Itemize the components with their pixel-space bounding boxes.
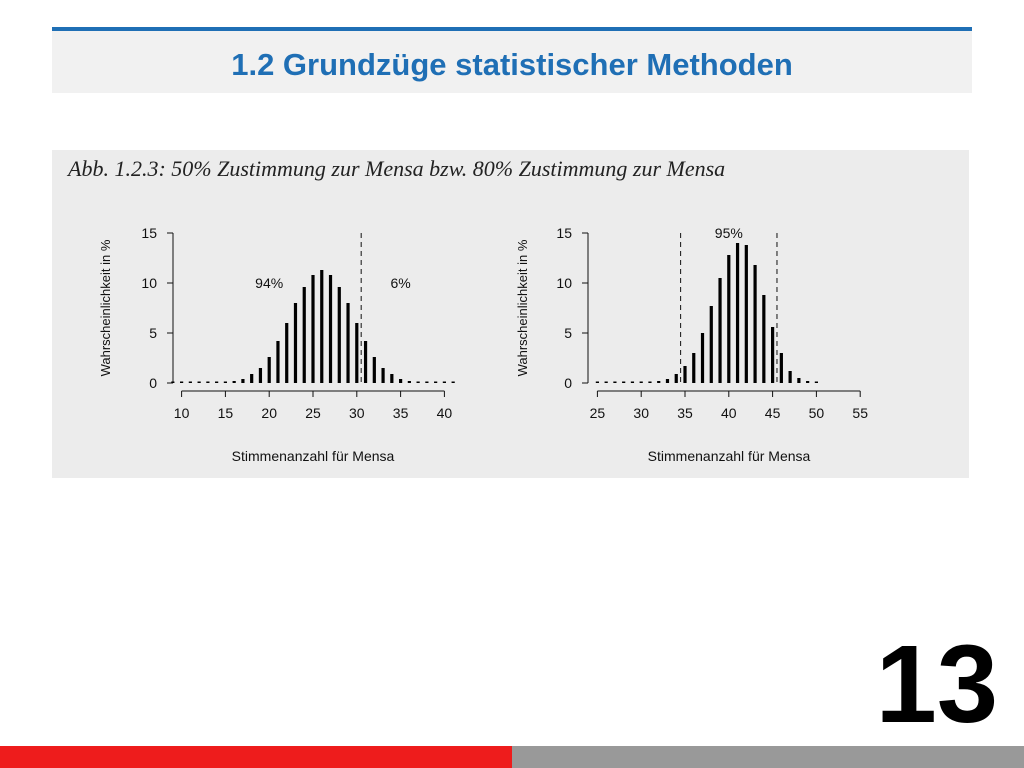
chart1-x-tick-label: 15 [217, 405, 234, 421]
chart2-bar [613, 382, 616, 384]
chart2-bar [701, 333, 704, 383]
binomial-charts [52, 150, 969, 478]
chart1-x-tick-label: 40 [436, 405, 453, 421]
chart1-x-tick-label: 25 [305, 405, 321, 421]
chart1-bar [233, 381, 236, 383]
chart1-bar [259, 368, 262, 383]
chart2-x-axis-label: Stimmenanzahl für Mensa [647, 448, 811, 464]
footer-bar-gray [512, 746, 1024, 768]
chart1-bar [189, 382, 192, 384]
chart2-bar [815, 382, 818, 384]
chart2-bar [692, 353, 695, 383]
chart1-x-tick-label: 10 [173, 405, 190, 421]
chart1-y-tick-label: 15 [141, 225, 157, 241]
chart2-bar [771, 327, 774, 383]
figure-caption: Abb. 1.2.3: 50% Zustimmung zur Mensa bzw. 80% Zustimmung zur Mensa [68, 156, 726, 181]
chart2-x-tick-label: 25 [589, 405, 606, 421]
chart2-bar [666, 379, 669, 383]
chart2-x-tick-label: 30 [633, 405, 649, 421]
chart1-bar [373, 357, 376, 383]
chart2-x-tick-label: 55 [852, 405, 868, 421]
chart1-bar [434, 382, 437, 384]
chart2-y-tick-label: 10 [556, 275, 572, 291]
slide-header [52, 27, 972, 93]
chart1-bar [311, 275, 314, 383]
chart1-y-tick-label: 0 [149, 375, 157, 391]
chart1-bar [338, 287, 341, 383]
chart1-bar [399, 379, 402, 383]
chart1-bar [329, 275, 332, 383]
chart1-annotation: 94% [255, 275, 284, 291]
chart2-x-tick-label: 50 [808, 405, 825, 421]
chart2-bar [780, 353, 783, 383]
figure-panel [52, 150, 969, 478]
chart1-bar [268, 357, 271, 383]
chart2-x-tick-label: 35 [677, 405, 693, 421]
chart2-bar [727, 255, 730, 383]
chart1-bar [364, 341, 367, 383]
chart1-bar [452, 382, 455, 384]
chart1-bar [443, 382, 446, 384]
chart2-y-tick-label: 15 [556, 225, 572, 241]
chart2-bar [745, 245, 748, 383]
chart1-bar [250, 374, 253, 383]
chart1-x-tick-label: 35 [392, 405, 409, 421]
chart1-bar [171, 382, 174, 384]
chart2-bar [683, 366, 686, 383]
chart2-x-tick-label: 40 [721, 405, 737, 421]
chart2-bar [762, 295, 765, 383]
chart2-bar [736, 243, 739, 383]
chart1-bar [294, 303, 297, 383]
chart2-y-tick-label: 5 [564, 325, 572, 341]
slide-number: 13 [875, 623, 998, 746]
chart2-x-tick-label: 45 [764, 405, 781, 421]
chart2-bar [640, 382, 643, 384]
chart1-x-axis-label: Stimmenanzahl für Mensa [231, 448, 395, 464]
chart2-annotation: 95% [714, 225, 743, 241]
chart2-bar [789, 371, 792, 383]
chart1-bar [224, 382, 227, 384]
chart2-bar [797, 378, 800, 383]
chart2-y-tick-label: 0 [564, 375, 572, 391]
slide-title: 1.2 Grundzüge statistischer Methoden [231, 47, 793, 82]
chart1-bar [408, 381, 411, 383]
chart1-bar [355, 323, 358, 383]
chart2-bar [605, 382, 608, 384]
chart1-x-tick-label: 20 [261, 405, 277, 421]
chart1-bar [215, 382, 218, 384]
chart2-bar [648, 382, 651, 384]
chart1-bar [320, 270, 323, 383]
chart2-bar [710, 306, 713, 383]
chart1-bar [425, 382, 428, 384]
chart1-bar [390, 374, 393, 383]
chart2-bar [622, 382, 625, 384]
chart1-bar [303, 287, 306, 383]
chart1-bar [241, 379, 244, 383]
chart1-bar [381, 368, 384, 383]
chart1-bar [276, 341, 279, 383]
chart2-bar [657, 381, 660, 383]
chart1-bar [346, 303, 349, 383]
chart1-bar [180, 382, 183, 384]
chart1-bar [198, 382, 201, 384]
footer-bar-red [0, 746, 512, 768]
chart2-bar [753, 265, 756, 383]
chart1-bar [206, 382, 209, 384]
chart2-bar [675, 374, 678, 383]
chart1-y-tick-label: 5 [149, 325, 157, 341]
chart1-y-axis-label: Wahrscheinlichkeit in % [98, 239, 113, 377]
chart1-bar [285, 323, 288, 383]
chart2-bar [631, 382, 634, 384]
chart1-annotation: 6% [390, 275, 411, 291]
chart2-y-axis-label: Wahrscheinlichkeit in % [515, 239, 530, 377]
chart2-bar [596, 382, 599, 384]
chart2-bar [718, 278, 721, 383]
chart2-bar [806, 381, 809, 383]
chart1-bar [417, 382, 420, 384]
chart1-y-tick-label: 10 [141, 275, 157, 291]
chart1-x-tick-label: 30 [349, 405, 365, 421]
